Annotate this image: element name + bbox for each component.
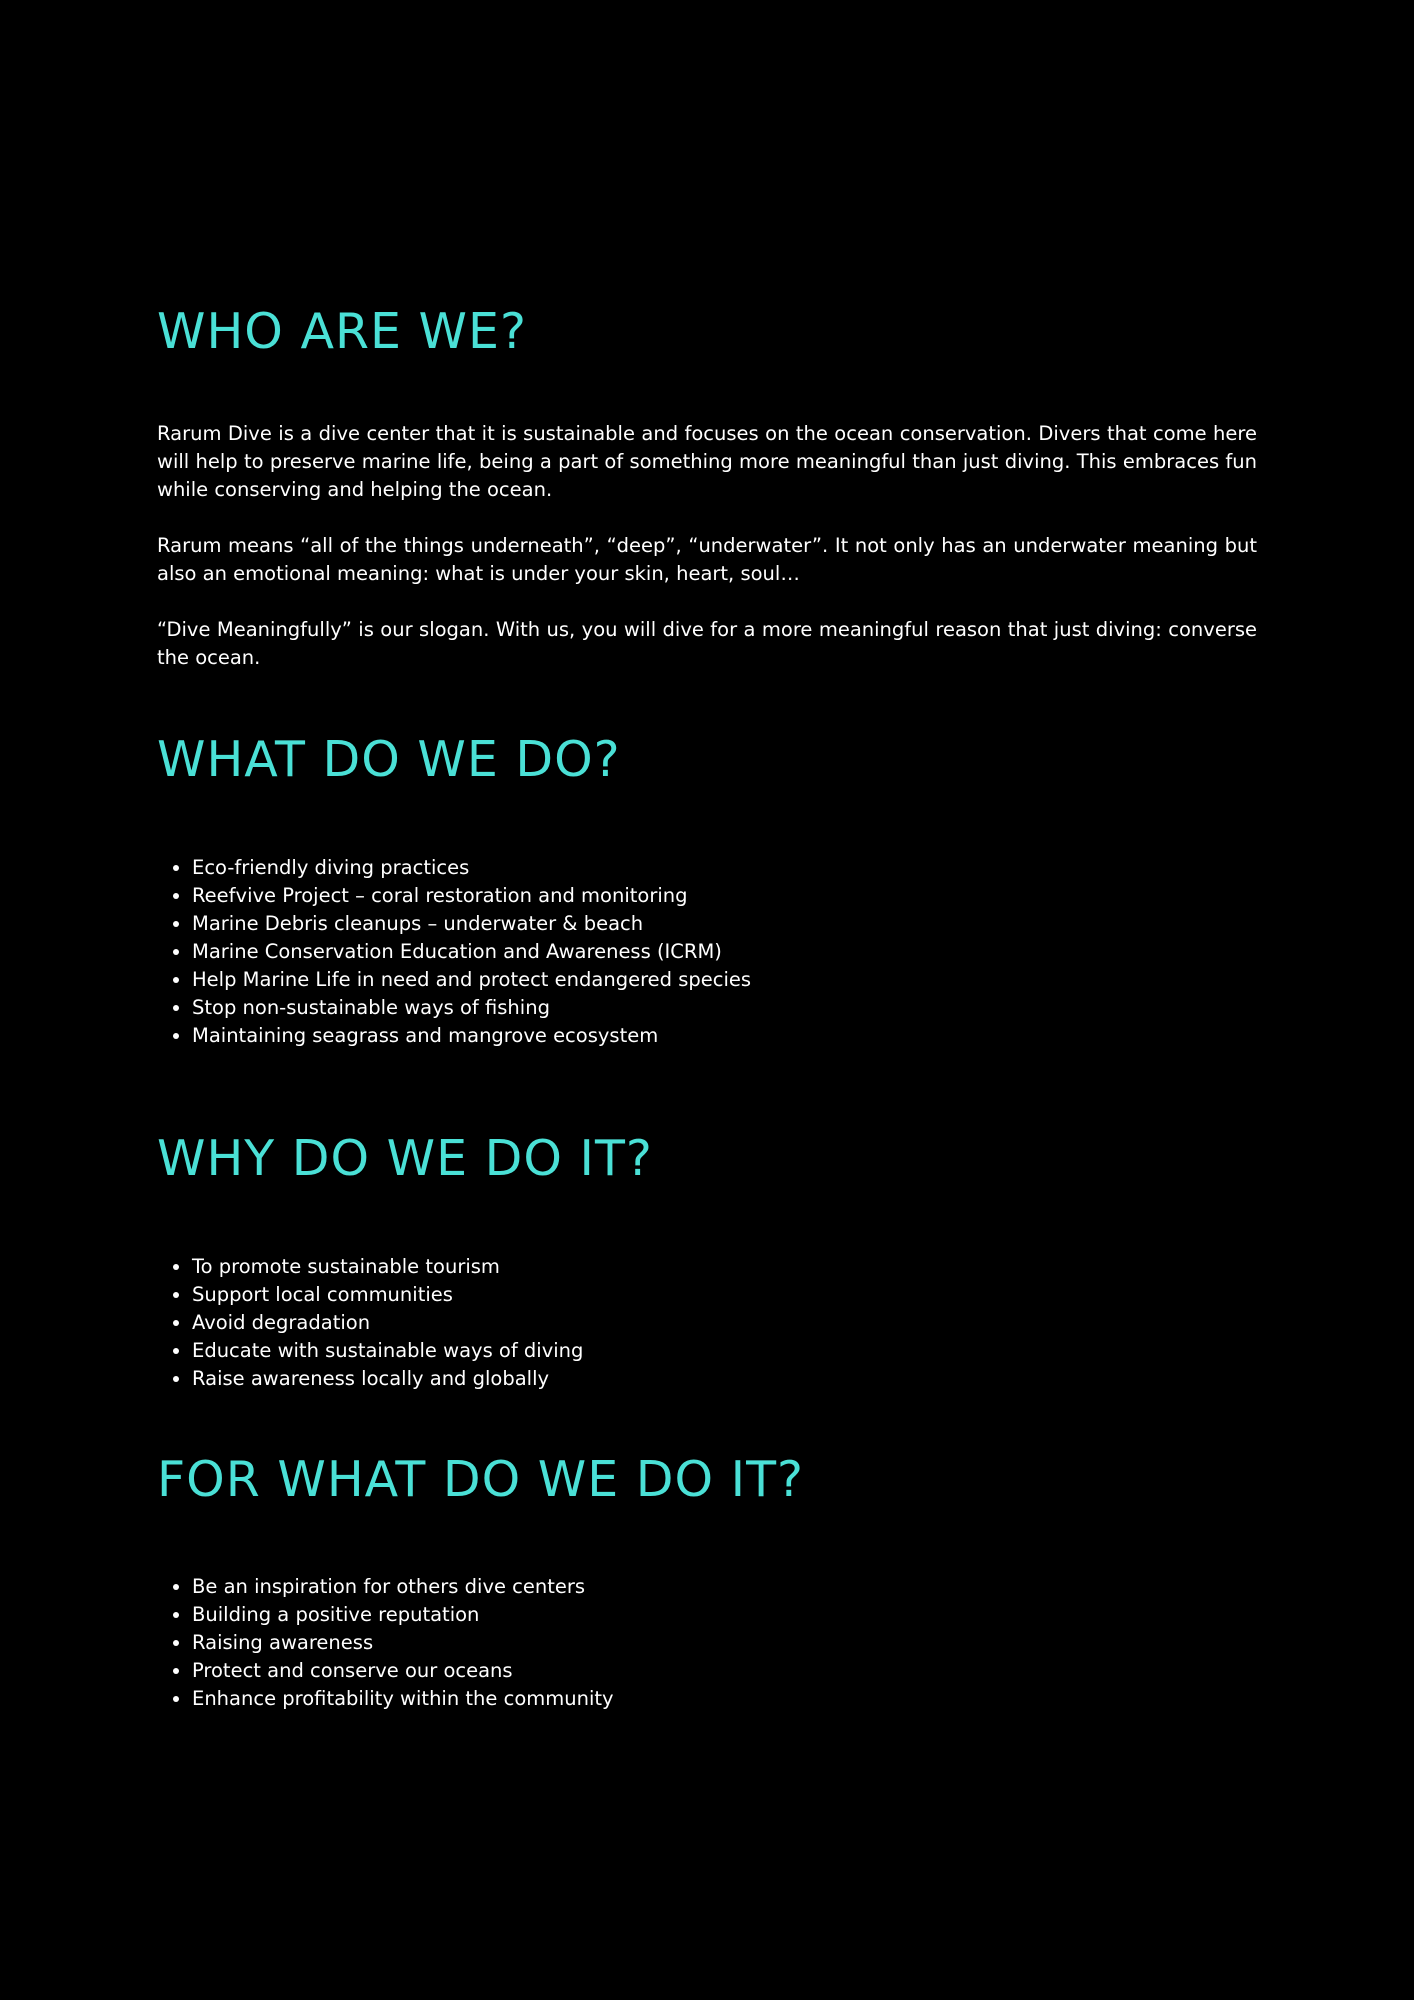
meaning-paragraph: Rarum means “all of the things underneath”, “deep”, “underwater”. It not only has an underwater meaning but also an emotional meaning: what is under your skin, heart, soul… (157, 534, 1257, 585)
heading-for-what-do-we-do-it: FOR WHAT DO WE DO IT? (157, 1451, 805, 1508)
list-item: • Be an inspiration for others dive centers (192, 1573, 1257, 1601)
list-item: • Stop non-sustainable ways of fishing (192, 994, 1257, 1022)
list-item: • Raising awareness (192, 1629, 1257, 1657)
heading-who-are-we: WHO ARE WE? (157, 303, 527, 360)
heading-what-do-we-do: WHAT DO WE DO? (157, 731, 621, 788)
list-item: • Educate with sustainable ways of diving (192, 1337, 1257, 1365)
forwhat-list (157, 1573, 1257, 1713)
what-list (157, 854, 1257, 1050)
list-item: • Help Marine Life in need and protect endangered species (192, 966, 1257, 994)
list-item: • Reefvive Project – coral restoration and monitoring (192, 882, 1257, 910)
list-item: • Marine Conservation Education and Awareness (ICRM) (192, 938, 1257, 966)
list-item: • Building a positive reputation (192, 1601, 1257, 1629)
list-item: • Eco-friendly diving practices (192, 854, 1257, 882)
list-item: • Protect and conserve our oceans (192, 1657, 1257, 1685)
slogan-paragraph: “Dive Meaningfully” is our slogan. With us, you will dive for a more meaningful reason that just diving: converse the ocean. (157, 618, 1257, 669)
list-item: • Support local communities (192, 1281, 1257, 1309)
list-item: • Raise awareness locally and globally (192, 1365, 1257, 1393)
heading-why-do-we-do-it: WHY DO WE DO IT? (157, 1130, 653, 1187)
list-item: • To promote sustainable tourism (192, 1253, 1257, 1281)
intro-paragraph: Rarum Dive is a dive center that it is sustainable and focuses on the ocean conservation. Divers that come here will help to preserve marine life, being a part of something more meaningful than just diving. This embraces fun while conserving and helping the ocean. (157, 422, 1257, 501)
why-list (157, 1253, 1257, 1393)
list-item: • Avoid degradation (192, 1309, 1257, 1337)
list-item: • Maintaining seagrass and mangrove ecosystem (192, 1022, 1257, 1050)
document-content (157, 300, 1257, 1713)
list-item: • Enhance profitability within the community (192, 1685, 1257, 1713)
list-item: • Marine Debris cleanups – underwater & beach (192, 910, 1257, 938)
